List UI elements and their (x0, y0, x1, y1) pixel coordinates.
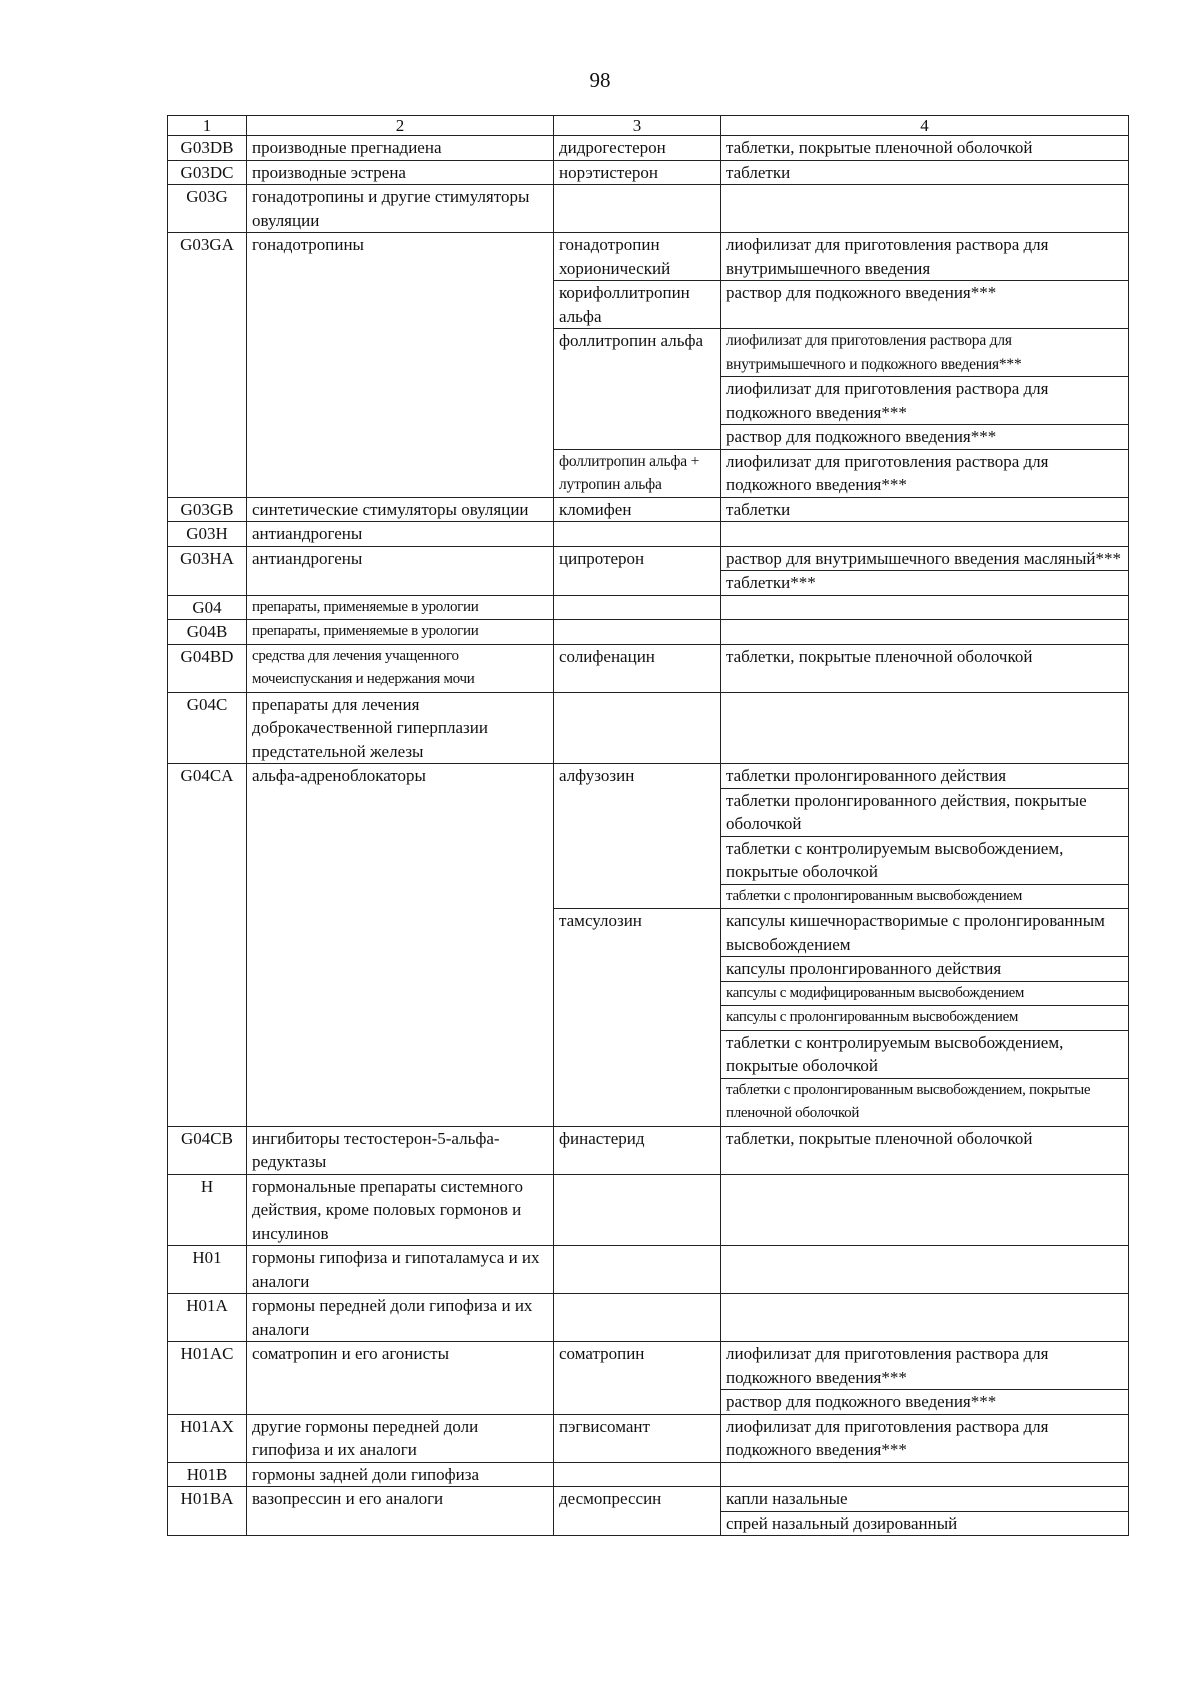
table-row (168, 1342, 1129, 1390)
dosage-form: лиофилизат для приготовления раствора для внутримышечного и подкожного введения*** (721, 329, 1129, 377)
table-row (168, 160, 1129, 185)
table-row (168, 1414, 1129, 1462)
header-cell: 4 (721, 116, 1129, 136)
table-row (168, 764, 1129, 789)
drug-name: дидрогестерон (554, 136, 721, 161)
group-name: синтетические стимуляторы овуляции (247, 497, 554, 522)
table-row (168, 497, 1129, 522)
dosage-form (721, 620, 1129, 645)
atc-code: G04CA (168, 764, 247, 1127)
dosage-form (721, 185, 1129, 233)
page-number: 98 (589, 68, 611, 92)
drug-name (554, 620, 721, 645)
drug-name: десмопрессин (554, 1487, 721, 1536)
drug-name: соматропин (554, 1342, 721, 1415)
drug-name: финастерид (554, 1126, 721, 1174)
dosage-form: таблетки с контролируемым высвобождением, покрытые оболочкой (721, 1030, 1129, 1078)
dosage-form: таблетки пролонгированного действия (721, 764, 1129, 789)
dosage-form: таблетки (721, 497, 1129, 522)
atc-code: G03GB (168, 497, 247, 522)
drug-name: алфузозин (554, 764, 721, 909)
dosage-form: таблетки*** (721, 571, 1129, 596)
atc-code: H01AX (168, 1414, 247, 1462)
dosage-form: капсулы с пролонгированным высвобождением (721, 1006, 1129, 1031)
atc-code: G04 (168, 595, 247, 620)
drug-name: фоллитропин альфа + лутропин альфа (554, 449, 721, 497)
drug-name (554, 1294, 721, 1342)
table-row (168, 136, 1129, 161)
dosage-form: лиофилизат для приготовления раствора для подкожного введения*** (721, 1342, 1129, 1390)
atc-code: H01 (168, 1246, 247, 1294)
header-cell: 1 (168, 116, 247, 136)
drug-name: корифоллитропин альфа (554, 281, 721, 329)
table-row (168, 1126, 1129, 1174)
table-row (168, 692, 1129, 764)
group-name: гормоны передней доли гипофиза и их аналоги (247, 1294, 554, 1342)
group-name: гонадотропины и другие стимуляторы овуляции (247, 185, 554, 233)
group-name: гормоны гипофиза и гипоталамуса и их аналоги (247, 1246, 554, 1294)
drug-name: гонадотропин хорионический (554, 233, 721, 281)
drug-name (554, 692, 721, 764)
dosage-form: раствор для подкожного введения*** (721, 425, 1129, 450)
table-row (168, 1246, 1129, 1294)
group-name: другие гормоны передней доли гипофиза и их аналоги (247, 1414, 554, 1462)
dosage-form (721, 1462, 1129, 1487)
drug-name (554, 1174, 721, 1246)
group-name: соматропин и его агонисты (247, 1342, 554, 1415)
dosage-form: раствор для подкожного введения*** (721, 281, 1129, 329)
atc-code: G04C (168, 692, 247, 764)
atc-code: G04BD (168, 644, 247, 692)
dosage-form: таблетки с пролонгированным высвобождением, покрытые пленочной оболочкой (721, 1078, 1129, 1126)
drug-name: ципротерон (554, 546, 721, 595)
drug-name (554, 522, 721, 547)
atc-code: G03H (168, 522, 247, 547)
dosage-form (721, 1174, 1129, 1246)
atc-code: G03GA (168, 233, 247, 498)
atc-code: G04CB (168, 1126, 247, 1174)
dosage-form: лиофилизат для приготовления раствора для внутримышечного введения (721, 233, 1129, 281)
atc-code: H01B (168, 1462, 247, 1487)
dosage-form: капли назальные (721, 1487, 1129, 1512)
drug-name: тамсулозин (554, 909, 721, 1127)
atc-code: G03HA (168, 546, 247, 595)
drug-table (167, 115, 1129, 1536)
atc-code: H01BA (168, 1487, 247, 1536)
drug-name (554, 595, 721, 620)
dosage-form (721, 595, 1129, 620)
drug-name (554, 1246, 721, 1294)
drug-name (554, 1462, 721, 1487)
group-name: альфа-адреноблокаторы (247, 764, 554, 1127)
atc-code: G03DB (168, 136, 247, 161)
group-name: препараты для лечения доброкачественной гиперплазии предстательной железы (247, 692, 554, 764)
header-cell: 2 (247, 116, 554, 136)
table-row (168, 595, 1129, 620)
drug-name: пэгвисомант (554, 1414, 721, 1462)
dosage-form (721, 1246, 1129, 1294)
drug-name: норэтистерон (554, 160, 721, 185)
group-name: антиандрогены (247, 546, 554, 595)
table-row (168, 620, 1129, 645)
group-name: гормоны задней доли гипофиза (247, 1462, 554, 1487)
atc-code: H01AC (168, 1342, 247, 1415)
atc-code: G03DC (168, 160, 247, 185)
dosage-form: капсулы с модифицированным высвобождением (721, 981, 1129, 1006)
dosage-form (721, 522, 1129, 547)
dosage-form: спрей назальный дозированный (721, 1511, 1129, 1536)
group-name: гормональные препараты системного действия, кроме половых гормонов и инсулинов (247, 1174, 554, 1246)
group-name: антиандрогены (247, 522, 554, 547)
group-name: средства для лечения учащенного мочеиспускания и недержания мочи (247, 644, 554, 692)
table-row (168, 546, 1129, 571)
table-row (168, 185, 1129, 233)
header-row (168, 116, 1129, 136)
atc-code: H (168, 1174, 247, 1246)
dosage-form: лиофилизат для приготовления раствора для подкожного введения*** (721, 377, 1129, 425)
table-row (168, 522, 1129, 547)
group-name: ингибиторы тестостерон-5-альфа-редуктазы (247, 1126, 554, 1174)
group-name: вазопрессин и его аналоги (247, 1487, 554, 1536)
drug-name: кломифен (554, 497, 721, 522)
dosage-form: лиофилизат для приготовления раствора для подкожного введения*** (721, 1414, 1129, 1462)
dosage-form: таблетки с контролируемым высвобождением, покрытые оболочкой (721, 836, 1129, 884)
dosage-form (721, 692, 1129, 764)
table-row (168, 233, 1129, 281)
atc-code: G04B (168, 620, 247, 645)
dosage-form (721, 1294, 1129, 1342)
atc-code: H01A (168, 1294, 247, 1342)
dosage-form: раствор для подкожного введения*** (721, 1390, 1129, 1415)
drug-name: солифенацин (554, 644, 721, 692)
dosage-form: лиофилизат для приготовления раствора для подкожного введения*** (721, 449, 1129, 497)
dosage-form: таблетки пролонгированного действия, покрытые оболочкой (721, 788, 1129, 836)
drug-name: фоллитропин альфа (554, 329, 721, 450)
dosage-form: раствор для внутримышечного введения масляный*** (721, 546, 1129, 571)
dosage-form: таблетки, покрытые пленочной оболочкой (721, 1126, 1129, 1174)
dosage-form: капсулы кишечнорастворимые с пролонгированным высвобождением (721, 909, 1129, 957)
group-name: производные прегнадиена (247, 136, 554, 161)
table-row (168, 1174, 1129, 1246)
group-name: препараты, применяемые в урологии (247, 595, 554, 620)
group-name: гонадотропины (247, 233, 554, 498)
header-cell: 3 (554, 116, 721, 136)
dosage-form: таблетки (721, 160, 1129, 185)
group-name: производные эстрена (247, 160, 554, 185)
drug-name (554, 185, 721, 233)
table-row (168, 644, 1129, 692)
table-row (168, 1462, 1129, 1487)
dosage-form: таблетки, покрытые пленочной оболочкой (721, 644, 1129, 692)
table-row (168, 1294, 1129, 1342)
dosage-form: таблетки, покрытые пленочной оболочкой (721, 136, 1129, 161)
atc-code: G03G (168, 185, 247, 233)
dosage-form: таблетки с пролонгированным высвобождением (721, 884, 1129, 909)
group-name: препараты, применяемые в урологии (247, 620, 554, 645)
dosage-form: капсулы пролонгированного действия (721, 957, 1129, 982)
table-row (168, 1487, 1129, 1512)
